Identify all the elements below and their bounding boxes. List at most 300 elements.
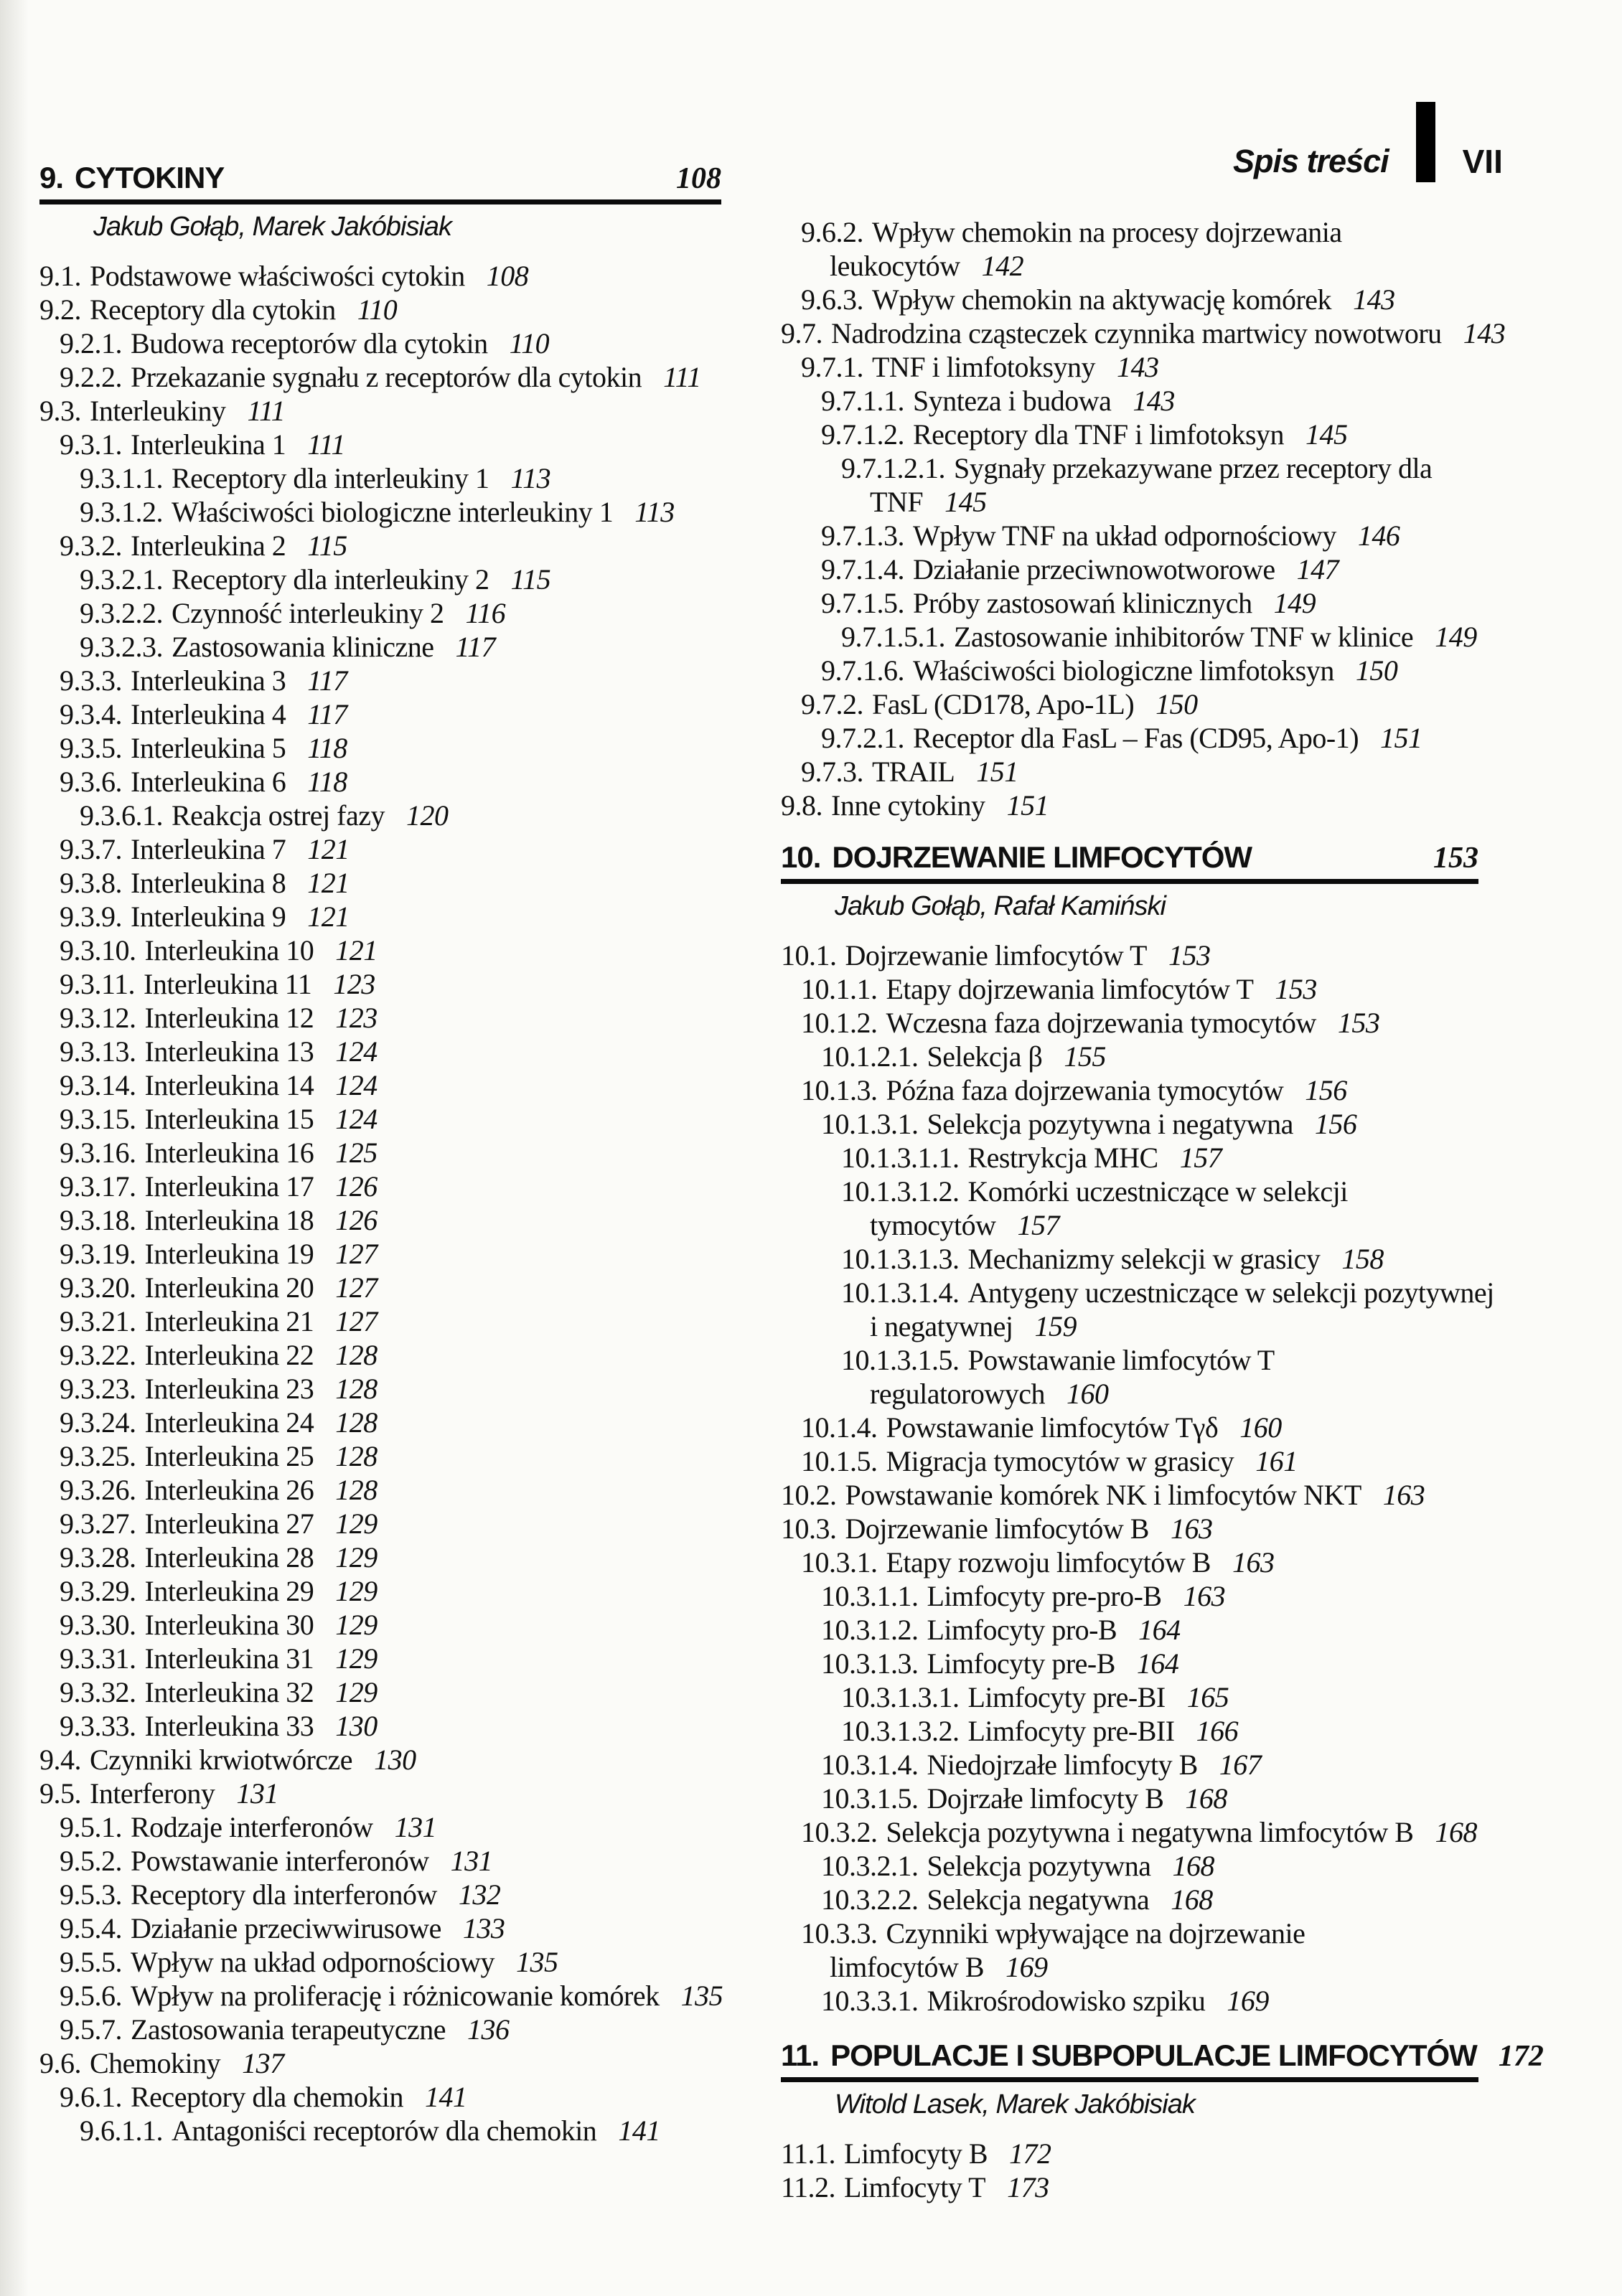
chapter-authors: Witold Lasek, Marek Jakóbisiak — [835, 2089, 1195, 2119]
toc-entry-title: Selekcja pozytywna — [927, 1850, 1151, 1882]
toc-entry — [39, 1372, 721, 1406]
toc-entry-number: 10.1.4. — [801, 1411, 878, 1444]
toc-entry-title: Interleukina 6 — [131, 766, 286, 798]
toc-entry — [39, 1540, 721, 1574]
toc-entry-page: 151 — [976, 756, 1018, 788]
toc-entry-continuation — [781, 249, 1478, 283]
toc-entry-number: 10.1.2. — [801, 1007, 878, 1039]
toc-entry — [39, 630, 721, 664]
toc-entry-title: Interleukina 18 — [144, 1204, 314, 1236]
toc-entry-number: 10.1.5. — [801, 1445, 878, 1477]
toc-entry-page: 121 — [307, 833, 350, 865]
toc-entry-page: 124 — [335, 1035, 378, 1068]
toc-entry-title: Czynniki krwiotwórcze — [90, 1744, 353, 1776]
toc-entry-title: Interleukina 33 — [144, 1710, 314, 1742]
toc-entry-page: 124 — [335, 1069, 378, 1101]
toc-entry-number: 10.3.2. — [801, 1816, 878, 1848]
toc-entry-title: Interferony — [90, 1777, 215, 1810]
toc-entry-page: 125 — [335, 1137, 378, 1169]
toc-entry-title: Interleukina 12 — [144, 1002, 314, 1034]
toc-entry-number: 10.1.3.1.1. — [841, 1142, 960, 1174]
toc-entry — [781, 721, 1478, 755]
toc-entry — [39, 1810, 721, 1844]
toc-entry-page: 113 — [510, 462, 551, 494]
chapter-name: CYTOKINY — [75, 161, 225, 194]
toc-entry-continuation — [781, 1208, 1478, 1242]
toc-entry-page: 163 — [1170, 1512, 1213, 1545]
toc-entry-title: Restrykcja MHC — [967, 1142, 1158, 1174]
toc-entry-page: 172 — [1009, 2137, 1051, 2170]
toc-entry — [781, 350, 1478, 384]
toc-entry-page: 150 — [1355, 654, 1398, 687]
toc-entry-page: 163 — [1183, 1580, 1226, 1612]
toc-column-left — [39, 161, 721, 2147]
running-head-bar-icon — [1416, 102, 1435, 182]
toc-entry-page: 128 — [335, 1474, 378, 1506]
toc-entry-page: 127 — [335, 1238, 378, 1270]
toc-entry-title: Interleukina 20 — [144, 1271, 314, 1304]
toc-entry-page: 151 — [1006, 789, 1049, 822]
toc-entry-number: 9.3.33. — [60, 1710, 136, 1742]
toc-entry-number: 10.3.3. — [801, 1917, 878, 1949]
toc-entry — [781, 1748, 1478, 1782]
toc-entry — [39, 2080, 721, 2114]
toc-entry-page: 143 — [1463, 317, 1506, 349]
toc-entry-page: 110 — [509, 327, 550, 359]
toc-entry-continuation — [781, 485, 1478, 519]
toc-entry — [39, 1271, 721, 1304]
toc-entry-title: Wpływ chemokin na procesy dojrzewania — [872, 216, 1342, 248]
toc-entry — [39, 1203, 721, 1237]
toc-entry — [781, 1647, 1478, 1680]
toc-entry — [781, 552, 1478, 586]
chapter-title — [781, 2039, 1477, 2072]
toc-entry-page: 131 — [450, 1845, 493, 1877]
chapter-heading-9 — [39, 161, 721, 243]
toc-entry-page: 168 — [1171, 1883, 1213, 1916]
toc-entry — [781, 418, 1478, 451]
toc-entry-number: 9.3.2. — [60, 530, 122, 562]
toc-entry — [39, 1945, 721, 1979]
toc-entry-number: 10.1.2.1. — [821, 1040, 919, 1073]
toc-entry — [39, 293, 721, 326]
toc-entry-page: 128 — [335, 1440, 378, 1472]
toc-list-chapter-9-right — [781, 215, 1506, 822]
toc-entry-page: 153 — [1275, 973, 1317, 1005]
toc-entry — [39, 731, 721, 765]
toc-entry-page: 146 — [1357, 519, 1400, 552]
toc-entry-page: 121 — [307, 867, 350, 899]
toc-entry-page: 163 — [1382, 1479, 1425, 1511]
running-head-title: Spis treści — [1233, 143, 1389, 179]
toc-entry — [781, 1107, 1478, 1141]
chapter-title — [39, 161, 224, 194]
toc-list-chapter-10 — [781, 938, 1494, 2018]
chapter-heading-10 — [781, 841, 1478, 923]
toc-entry-page: 168 — [1185, 1782, 1227, 1815]
toc-entry-number: 10.3.3.1. — [821, 1985, 919, 2017]
toc-entry-number: 11.1. — [781, 2137, 836, 2170]
toc-entry-page: 123 — [335, 1002, 378, 1034]
toc-entry-title: Interleukina 26 — [144, 1474, 314, 1506]
toc-entry-title: Limfocyty pre-pro-B — [927, 1580, 1162, 1612]
toc-entry-title: Wpływ na proliferację i różnicowanie komórek — [131, 1980, 660, 2012]
chapter-authors: Jakub Gołąb, Marek Jakóbisiak — [93, 212, 452, 242]
toc-entry-title: Interleukina 2 — [131, 530, 286, 562]
toc-entry-page: 111 — [307, 428, 345, 461]
toc-entry — [39, 1001, 721, 1035]
toc-entry — [781, 1849, 1478, 1883]
scan-edge-shadow — [0, 0, 29, 2296]
toc-entry-title: Powstawanie limfocytów T — [967, 1344, 1275, 1376]
chapter-heading-row — [781, 2038, 1544, 2082]
toc-entry-number: 9.7.1.5. — [821, 587, 904, 619]
toc-entry-title: Interleukina 14 — [144, 1069, 314, 1101]
toc-entry-page: 142 — [981, 250, 1024, 282]
toc-entry-page: 129 — [335, 1609, 378, 1641]
toc-entry-page: 121 — [307, 900, 350, 933]
toc-entry — [781, 1782, 1478, 1815]
toc-entry — [39, 1608, 721, 1642]
toc-entry-number: 10.2. — [781, 1479, 837, 1511]
toc-entry — [781, 654, 1478, 687]
toc-entry-page: 108 — [486, 260, 529, 292]
toc-entry-title: Interleukina 10 — [144, 934, 314, 966]
toc-entry-number: 9.3.6.1. — [80, 799, 163, 832]
toc-entry-title: Synteza i budowa — [913, 385, 1112, 417]
toc-entry-title: Interleukina 16 — [144, 1137, 314, 1169]
toc-entry — [39, 1878, 721, 1911]
toc-entry — [781, 1242, 1478, 1276]
toc-entry-number: 10.1.3.1. — [821, 1108, 919, 1140]
toc-entry-number: 9.7.1. — [801, 351, 863, 383]
toc-entry — [39, 428, 721, 461]
toc-entry — [781, 755, 1478, 789]
toc-entry-page: 120 — [406, 799, 449, 832]
toc-entry-page: 167 — [1219, 1749, 1262, 1781]
toc-entry-page: 126 — [335, 1170, 378, 1203]
toc-entry-number: 9.6. — [39, 2047, 81, 2079]
toc-entry — [781, 938, 1478, 972]
toc-entry-title: FasL (CD178, Apo-1L) — [872, 688, 1135, 720]
toc-entry-number: 9.6.3. — [801, 283, 863, 316]
toc-entry — [39, 866, 721, 900]
toc-entry — [781, 1006, 1478, 1040]
toc-entry-title: Interleukina 21 — [144, 1305, 314, 1337]
toc-entry-page: 145 — [944, 486, 987, 518]
toc-entry-page: 117 — [307, 664, 347, 697]
toc-entry — [39, 461, 721, 495]
toc-entry-page: 157 — [1017, 1209, 1059, 1241]
toc-list-chapter-9-left — [39, 259, 721, 2147]
toc-entry-number: 9.3.15. — [60, 1103, 136, 1135]
toc-entry-number: 9.2. — [39, 293, 81, 326]
toc-entry — [39, 1406, 721, 1439]
toc-entry — [39, 2013, 721, 2046]
chapter-number: 10. — [781, 840, 821, 874]
toc-entry — [781, 1276, 1494, 1309]
toc-entry-title: Późna faza dojrzewania tymocytów — [886, 1074, 1284, 1106]
toc-entry — [39, 1237, 721, 1271]
toc-entry-title: TNF i limfotoksyny — [872, 351, 1096, 383]
toc-entry-number: 9.7.1.5.1. — [841, 621, 945, 653]
toc-entry-number: 9.6.1.1. — [80, 2114, 163, 2147]
toc-entry-number: 9.5.7. — [60, 2013, 122, 2046]
toc-entry-number: 9.7.1.2.1. — [841, 452, 945, 484]
toc-entry-page: 145 — [1305, 418, 1348, 451]
toc-entry-page: 135 — [680, 1980, 723, 2012]
toc-entry-number: 9.3.4. — [60, 698, 122, 730]
toc-entry-title: tymocytów — [870, 1209, 996, 1241]
toc-entry — [39, 1170, 721, 1203]
toc-entry-title: Czynność interleukiny 2 — [172, 597, 444, 629]
chapter-page-number: 172 — [1498, 2040, 1544, 2073]
toc-entry-title: Zastosowanie inhibitorów TNF w klinice — [954, 621, 1414, 653]
toc-entry-title: Wpływ na układ odpornościowy — [131, 1946, 495, 1978]
toc-entry — [39, 1675, 721, 1709]
toc-entry-page: 127 — [335, 1271, 378, 1304]
toc-entry-number: 9.3.29. — [60, 1575, 136, 1607]
running-head-page-number: VII — [1462, 143, 1503, 180]
toc-entry-number: 10.1.3.1.2. — [841, 1175, 960, 1208]
toc-entry-number: 9.3.3. — [60, 664, 122, 697]
toc-entry-page: 141 — [424, 2081, 467, 2113]
toc-entry — [781, 620, 1478, 654]
toc-entry-title: Dojrzewanie limfocytów T — [845, 939, 1147, 971]
toc-entry-number: 9.3.12. — [60, 1002, 136, 1034]
toc-entry-title: Budowa receptorów dla cytokin — [131, 327, 488, 359]
toc-entry-page: 131 — [236, 1777, 278, 1810]
toc-entry — [39, 1035, 721, 1068]
toc-entry-title: Interleukina 8 — [131, 867, 286, 899]
toc-entry-page: 166 — [1196, 1715, 1239, 1747]
toc-entry-page: 133 — [462, 1912, 505, 1944]
toc-entry-page: 130 — [335, 1710, 378, 1742]
toc-entry — [781, 1714, 1478, 1748]
toc-entry-number: 9.3.21. — [60, 1305, 136, 1337]
toc-entry — [39, 1574, 721, 1608]
toc-entry — [781, 1815, 1478, 1849]
toc-entry-title: Receptor dla FasL – Fas (CD95, Apo-1) — [913, 722, 1359, 754]
toc-entry-title: Czynniki wpływające na dojrzewanie — [886, 1917, 1305, 1949]
toc-entry-number: 9.3.28. — [60, 1541, 136, 1573]
toc-entry — [39, 596, 721, 630]
toc-entry-title: Migracja tymocytów w grasicy — [886, 1445, 1234, 1477]
toc-entry-number: 9.2.2. — [60, 361, 122, 393]
toc-entry-page: 129 — [335, 1575, 378, 1607]
toc-entry-title: Limfocyty T — [844, 2171, 986, 2203]
toc-entry-number: 9.3.19. — [60, 1238, 136, 1270]
toc-entry-page: 118 — [307, 766, 347, 798]
toc-entry-page: 124 — [335, 1103, 378, 1135]
toc-entry — [39, 1844, 721, 1878]
toc-entry-title: Komórki uczestniczące w selekcji — [967, 1175, 1348, 1208]
toc-entry-title: Chemokiny — [90, 2047, 221, 2079]
toc-entry — [39, 529, 721, 563]
toc-entry-page: 121 — [335, 934, 378, 966]
toc-entry-number: 9.3.17. — [60, 1170, 136, 1203]
toc-entry-title: Receptory dla interleukiny 2 — [172, 563, 489, 596]
toc-entry-number: 9.3.8. — [60, 867, 122, 899]
toc-entry-number: 9.7.1.2. — [821, 418, 904, 451]
toc-entry-number: 10.3.1. — [801, 1546, 878, 1578]
toc-entry-title: Interleukina 5 — [131, 732, 286, 764]
toc-entry-page: 129 — [335, 1507, 378, 1540]
chapter-title — [781, 841, 1252, 874]
toc-entry — [39, 1743, 721, 1777]
toc-entry-page: 153 — [1337, 1007, 1380, 1039]
toc-entry-page: 169 — [1227, 1985, 1269, 2017]
chapter-heading-11 — [781, 2038, 1544, 2121]
toc-entry-title: TRAIL — [872, 756, 955, 788]
toc-entry-title: Interleukina 22 — [144, 1339, 314, 1371]
toc-entry-page: 168 — [1172, 1850, 1214, 1882]
toc-entry — [781, 1579, 1478, 1613]
toc-entry-number: 9.3. — [39, 395, 81, 427]
toc-entry-page: 159 — [1034, 1310, 1077, 1342]
chapter-number: 11. — [781, 2038, 820, 2072]
toc-entry-title: Mechanizmy selekcji w grasicy — [967, 1243, 1321, 1275]
toc-entry-page: 173 — [1007, 2171, 1049, 2203]
toc-entry — [781, 1175, 1478, 1208]
toc-entry-page: 163 — [1232, 1546, 1275, 1578]
toc-entry — [781, 1680, 1478, 1714]
toc-entry — [781, 451, 1478, 485]
toc-entry-page: 132 — [458, 1878, 501, 1911]
toc-entry-title: Interleukina 25 — [144, 1440, 314, 1472]
toc-entry — [39, 799, 721, 832]
chapter-heading-row — [39, 161, 721, 204]
toc-entry-number: 9.7.3. — [801, 756, 863, 788]
toc-entry-number: 9.7.1.4. — [821, 553, 904, 585]
toc-entry-number: 9.3.31. — [60, 1642, 136, 1675]
toc-entry-number: 9.8. — [781, 789, 822, 822]
toc-entry-page: 151 — [1380, 722, 1422, 754]
toc-entry-page: 169 — [1005, 1951, 1048, 1983]
toc-entry-page: 129 — [335, 1642, 378, 1675]
toc-entry — [781, 1916, 1478, 1950]
toc-entry-page: 143 — [1353, 283, 1395, 316]
toc-entry-title: Receptory dla interferonów — [131, 1878, 437, 1911]
toc-entry-title: Selekcja pozytywna i negatywna — [927, 1108, 1293, 1140]
toc-entry-number: 10.3.1.3.1. — [841, 1681, 960, 1713]
toc-entry-number: 10.3.1.3.2. — [841, 1715, 960, 1747]
toc-entry-title: Nadrodzina cząsteczek czynnika martwicy nowotworu — [831, 317, 1442, 349]
toc-entry-page: 117 — [307, 698, 347, 730]
chapter-page-number: 108 — [676, 162, 721, 195]
toc-entry-title: Etapy dojrzewania limfocytów T — [886, 973, 1254, 1005]
toc-entry-page: 156 — [1314, 1108, 1357, 1140]
toc-entry-title: Receptory dla chemokin — [131, 2081, 403, 2113]
toc-entry-page: 164 — [1138, 1614, 1181, 1646]
toc-entry — [781, 519, 1478, 552]
toc-entry-number: 9.3.32. — [60, 1676, 136, 1708]
toc-entry — [39, 1439, 721, 1473]
toc-entry-number: 9.6.1. — [60, 2081, 122, 2113]
toc-entry — [781, 586, 1478, 620]
toc-entry — [39, 1709, 721, 1743]
toc-entry-number: 10.1.3.1.4. — [841, 1276, 960, 1309]
toc-entry-page: 137 — [242, 2047, 284, 2079]
toc-entry-number: 9.3.13. — [60, 1035, 136, 1068]
toc-entry-number: 9.3.25. — [60, 1440, 136, 1472]
toc-entry-title: Rodzaje interferonów — [131, 1811, 373, 1843]
chapter-page-number: 153 — [1433, 842, 1478, 875]
toc-entry-title: Interleukina 15 — [144, 1103, 314, 1135]
toc-column-right — [781, 215, 1544, 2204]
toc-entry-page: 129 — [335, 1541, 378, 1573]
toc-entry — [781, 1883, 1478, 1916]
toc-entry-continuation — [781, 1950, 1478, 1984]
chapter-number: 9. — [39, 161, 64, 194]
toc-entry — [781, 687, 1478, 721]
toc-entry — [781, 1343, 1478, 1377]
toc-entry-title: Działanie przeciwnowotworowe — [913, 553, 1275, 585]
toc-entry-title: Selekcja pozytywna i negatywna limfocytów B — [886, 1816, 1414, 1848]
toc-entry-page: 128 — [335, 1339, 378, 1371]
toc-entry-page: 115 — [510, 563, 551, 596]
toc-entry — [781, 1444, 1478, 1478]
toc-entry-number: 10.3.1.5. — [821, 1782, 919, 1815]
toc-entry-number: 9.3.2.2. — [80, 597, 163, 629]
toc-entry-number: 10.3. — [781, 1512, 837, 1545]
toc-entry-title: Właściwości biologiczne interleukiny 1 — [172, 496, 614, 528]
toc-entry-number: 9.3.2.1. — [80, 563, 163, 596]
toc-entry — [39, 900, 721, 933]
toc-entry-title: Interleukina 1 — [131, 428, 286, 461]
toc-entry-page: 127 — [335, 1305, 378, 1337]
toc-entry-page: 135 — [516, 1946, 558, 1978]
toc-entry-number: 9.5.3. — [60, 1878, 122, 1911]
toc-entry-title: Limfocyty B — [844, 2137, 988, 2170]
toc-entry-title: Wczesna faza dojrzewania tymocytów — [886, 1007, 1316, 1039]
toc-entry-number: 9.3.27. — [60, 1507, 136, 1540]
toc-entry — [39, 1338, 721, 1372]
toc-entry-number: 9.3.5. — [60, 732, 122, 764]
toc-entry-page: 128 — [335, 1406, 378, 1439]
toc-entry-title: Próby zastosowań klinicznych — [913, 587, 1252, 619]
toc-entry-title: TNF — [870, 486, 924, 518]
toc-entry-title: Interleukina 31 — [144, 1642, 314, 1675]
toc-entry-number: 9.5.6. — [60, 1980, 122, 2012]
toc-entry-title: Receptory dla TNF i limfotoksyn — [913, 418, 1285, 451]
toc-entry-number: 9.1. — [39, 260, 81, 292]
toc-entry-title: Przekazanie sygnału z receptorów dla cytokin — [131, 361, 642, 393]
toc-entry — [39, 933, 721, 967]
toc-entry-page: 149 — [1435, 621, 1477, 653]
toc-entry-number: 10.3.1.1. — [821, 1580, 919, 1612]
toc-entry — [781, 1545, 1478, 1579]
toc-entry — [39, 326, 721, 360]
toc-entry-title: Antygeny uczestniczące w selekcji pozytywnej — [967, 1276, 1494, 1309]
toc-entry-number: 10.1.1. — [801, 973, 878, 1005]
toc-entry-page: 110 — [357, 293, 398, 326]
toc-entry-number: 9.7.2. — [801, 688, 863, 720]
toc-entry-title: Reakcja ostrej fazy — [172, 799, 385, 832]
toc-entry-title: Zastosowania terapeutyczne — [131, 2013, 446, 2046]
toc-list-chapter-11 — [781, 2137, 1478, 2204]
toc-entry — [781, 1512, 1478, 1545]
toc-entry-title: Interleukina 30 — [144, 1609, 314, 1641]
toc-entry — [39, 2046, 721, 2080]
toc-entry-title: i negatywnej — [870, 1310, 1013, 1342]
toc-entry — [39, 1777, 721, 1810]
toc-entry-title: Interleukina 24 — [144, 1406, 314, 1439]
toc-entry-page: 113 — [634, 496, 675, 528]
toc-entry-title: Wpływ TNF na układ odpornościowy — [913, 519, 1336, 552]
toc-entry-title: Sygnały przekazywane przez receptory dla — [954, 452, 1433, 484]
toc-entry — [39, 1068, 721, 1102]
